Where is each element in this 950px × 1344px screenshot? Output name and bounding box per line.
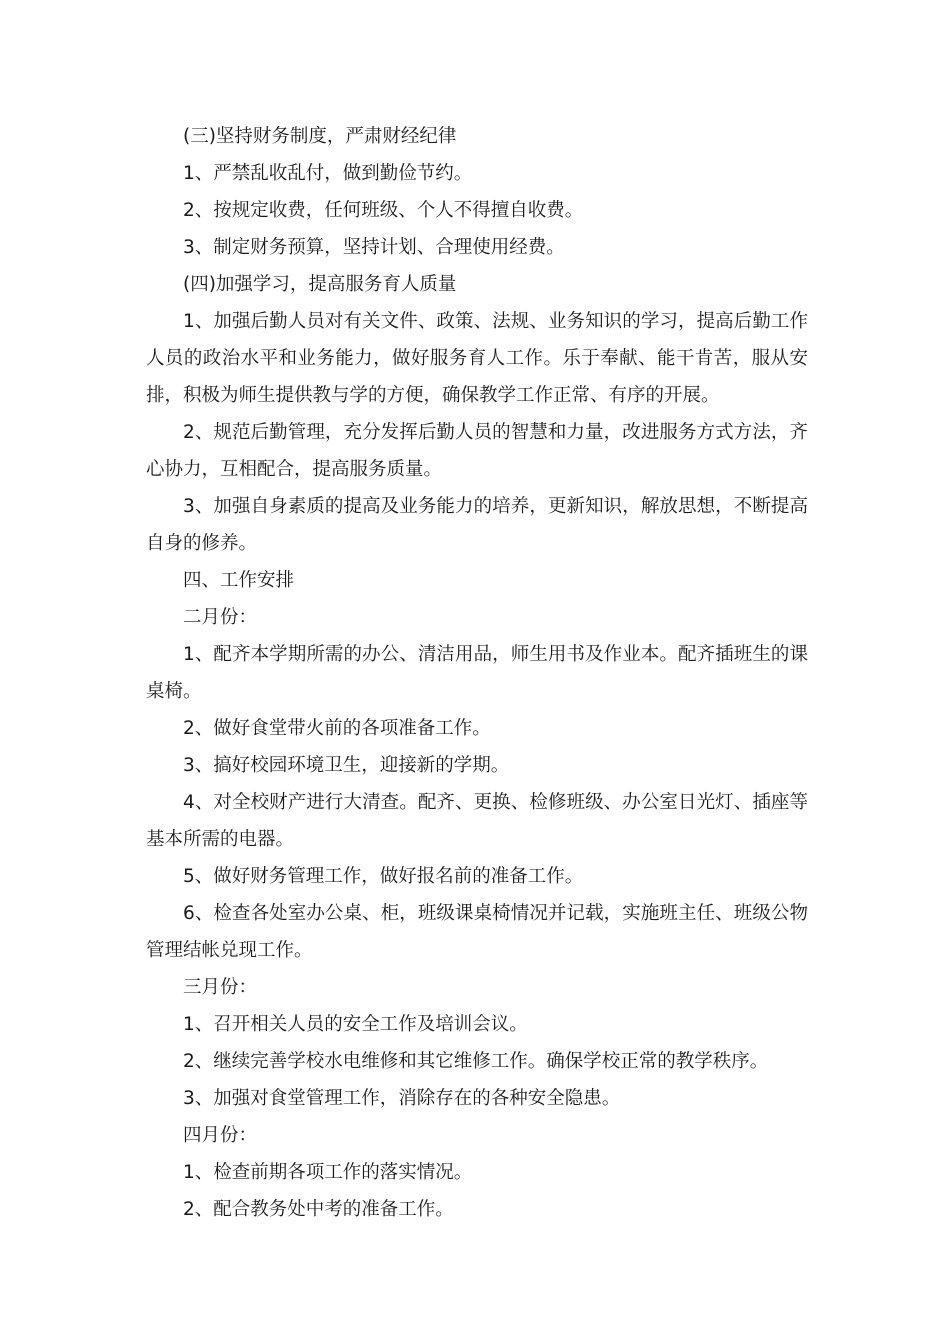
month-heading-april: 四月份：	[183, 1125, 258, 1146]
list-item: 1、严禁乱收乱付，做到勤俭节约。	[183, 163, 473, 184]
list-item: 3、加强自身素质的提高及业务能力的培养，更新知识，解放思想，不断提高自身的修养。	[146, 496, 808, 554]
document-body	[146, 118, 808, 1228]
list-item: 1、配齐本学期所需的办公、清洁用品，师生用书及作业本。配齐插班生的课桌椅。	[146, 644, 808, 702]
section-heading-study: (四)加强学习，提高服务育人质量	[183, 274, 457, 295]
month-heading-march: 三月份：	[183, 977, 258, 998]
list-item: 2、继续完善学校水电维修和其它维修工作。确保学校正常的教学秩序。	[183, 1051, 769, 1072]
list-item: 3、搞好校园环境卫生，迎接新的学期。	[183, 755, 510, 776]
list-item: 1、加强后勤人员对有关文件、政策、法规、业务知识的学习，提高后勤工作人员的政治水平和业务能力，做好服务育人工作。乐于奉献、能干肯苦，服从安排，积极为师生提供教与学的方便，确保教学工作正常、有序的开展。	[146, 311, 808, 406]
list-item: 1、检查前期各项工作的落实情况。	[183, 1162, 473, 1183]
list-item: 1、召开相关人员的安全工作及培训会议。	[183, 1014, 528, 1035]
month-heading-february: 二月份：	[183, 607, 258, 628]
list-item: 3、制定财务预算，坚持计划、合理使用经费。	[183, 237, 565, 258]
section-heading-work-plan: 四、工作安排	[183, 570, 295, 591]
section-heading-finance: (三)坚持财务制度，严肃财经纪律	[183, 126, 457, 147]
list-item: 2、规范后勤管理，充分发挥后勤人员的智慧和力量，改进服务方式方法，齐心协力，互相配合，提高服务质量。	[146, 422, 808, 480]
list-item: 5、做好财务管理工作，做好报名前的准备工作。	[183, 866, 584, 887]
list-item: 3、加强对食堂管理工作，消除存在的各种安全隐患。	[183, 1088, 621, 1109]
list-item: 4、对全校财产进行大清查。配齐、更换、检修班级、办公室日光灯、插座等基本所需的电器。	[146, 792, 808, 850]
list-item: 2、按规定收费，任何班级、个人不得擅自收费。	[183, 200, 584, 221]
list-item: 6、检查各处室办公桌、柜，班级课桌椅情况并记载，实施班主任、班级公物管理结帐兑现工作。	[146, 903, 808, 961]
list-item: 2、做好食堂带火前的各项准备工作。	[183, 718, 491, 739]
list-item: 2、配合教务处中考的准备工作。	[183, 1199, 454, 1220]
